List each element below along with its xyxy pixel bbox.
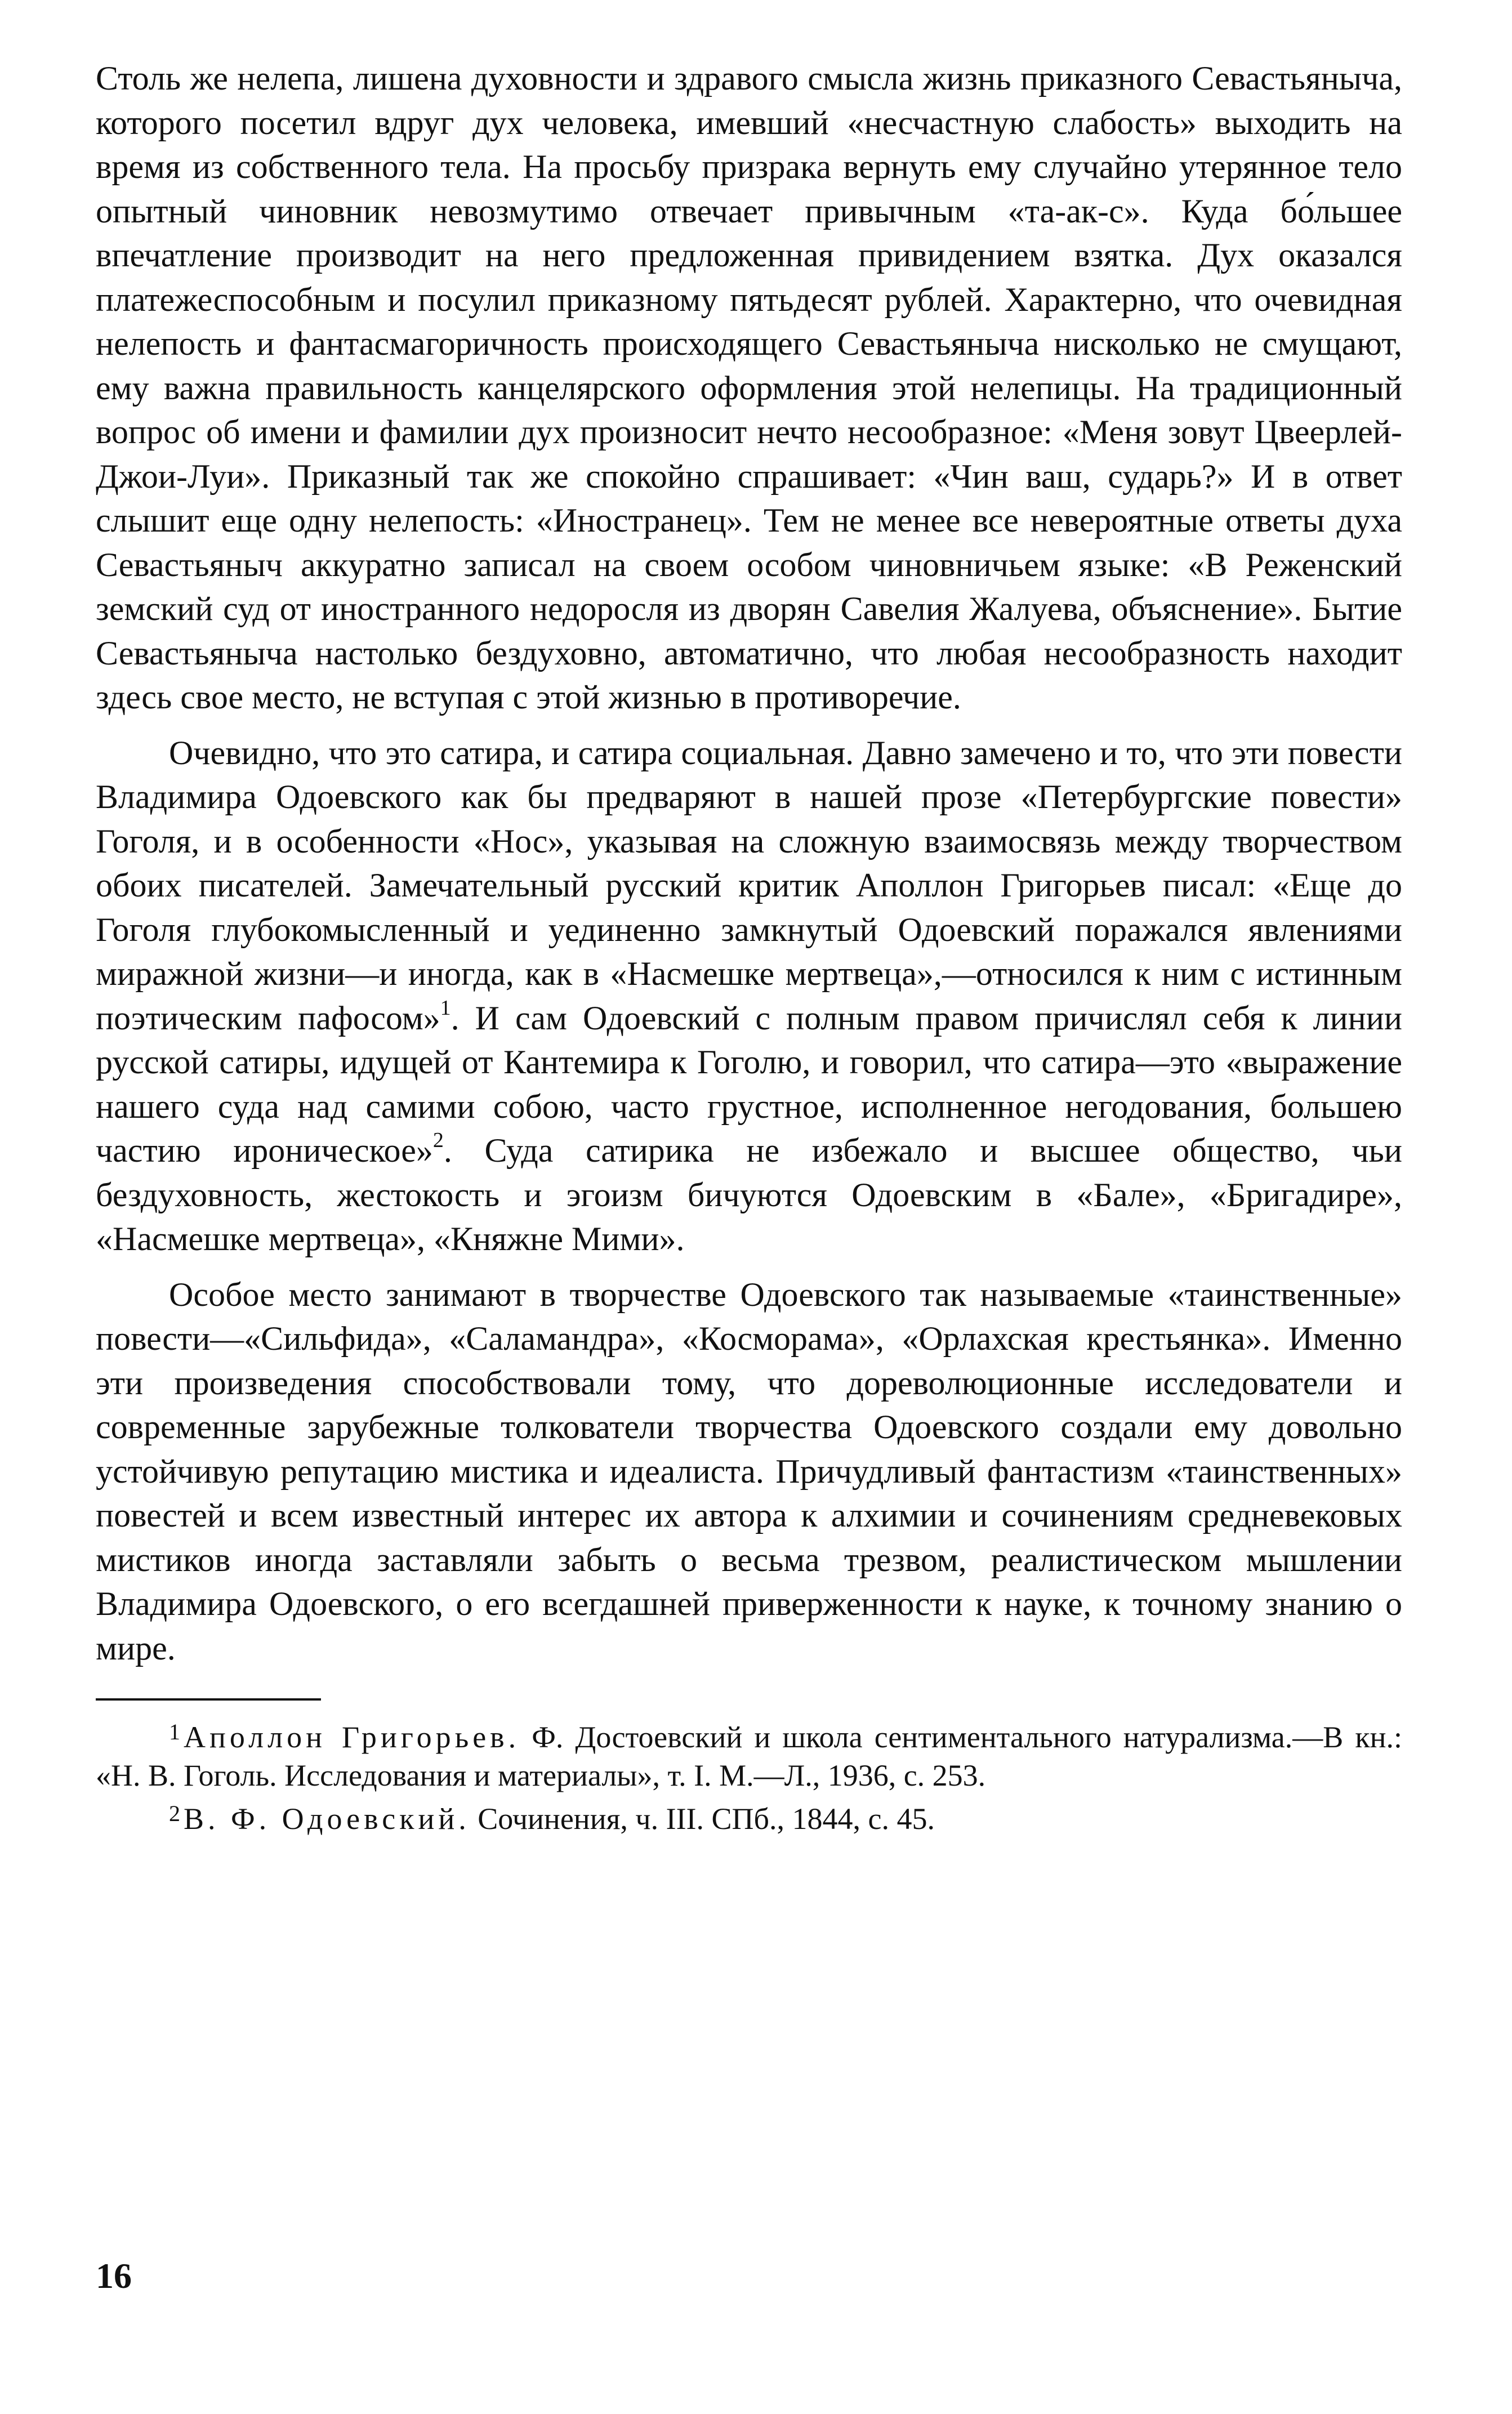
footnote-text: Сочинения, ч. III. СПб., 1844, с. 45. [470, 1802, 935, 1836]
footnote-reference: 2 [432, 1128, 444, 1152]
footnote-number: 1 [169, 1719, 180, 1744]
footnote-reference: 1 [440, 996, 451, 1020]
footnote-divider [96, 1698, 321, 1701]
footnote-number: 2 [169, 1801, 180, 1826]
paragraph [96, 731, 1402, 1261]
paragraph-text: Столь же нелепа, лишена духовности и здравого смысла жизнь приказного Севастьяныча, которого посетил вдруг дух человека, имевший «несчастную слабость» выходить на время из собственного тела. На просьбу призрака вернуть ему случайно утерянное тело опытный чиновник невозмутимо отвечает привычным «та-ак-с». Куда бо́льшее впечатление производит на него предложенная привидением взятка. Дух оказался платежеспособным и посулил приказному пятьдесят рублей. Характерно, что очевидная нелепость и фантасмагоричность происходящего Севастьяныча нисколько не смущают, ему важна правильность канцелярского оформления этой нелепицы. На традиционный вопрос об имени и фамилии дух произносит нечто несообразное: «Меня зовут Цвеерлей-Джои-Луи». Приказный так же спокойно спрашивает: «Чин ваш, сударь?» И в ответ слышит еще одну нелепость: «Иностранец». Тем не менее все невероятные ответы духа Севастьяныч аккуратно записал на своем особом чиновничьем языке: «В Реженский земский суд от иностранного недоросля из дворян Савелия Жалуева, объяснение». Бытие Севастьяныча настолько бездуховно, автоматично, что любая несообразность находит здесь свое место, не вступая с этой жизнью в противоречие. [96, 60, 1402, 716]
main-text [96, 56, 1402, 1670]
footnote [96, 1795, 1402, 1838]
footnote-author: В. Ф. Одоевский. [184, 1802, 470, 1836]
footnote-author: Аполлон Григорьев. [184, 1720, 520, 1754]
paragraph [96, 56, 1402, 720]
page-body [96, 56, 1402, 1838]
paragraph-text: Особое место занимают в творчестве Одоевского так называемые «таинственные» повести—«Сильфида», «Саламандра», «Косморама», «Орлахская крестьянка». Именно эти произведения способствовали тому, что дореволюционные исследователи и современные зарубежные толкователи творчества Одоевского создали ему довольно устойчивую репутацию мистика и идеалиста. Причудливый фантастизм «таинственных» повестей и всем известный интерес их автора к алхимии и сочинениям средневековых мистиков иногда заставляли забыть о весьма трезвом, реалистическом мышлении Владимира Одоевского, о его всегдашней приверженности к науке, к точному знанию о мире. [96, 1275, 1402, 1667]
footnotes [96, 1713, 1402, 1838]
paragraph-text: . И сам Одоевский с полным правом причислял себя к линии русской сатиры, идущей от Кантемира к Гоголю, и говорил, что сатира—это «выражение нашего суда над самими собою, часто грустное, исполненное негодования, большею частию ироническое» [96, 999, 1402, 1169]
paragraph-text: Очевидно, что это сатира, и сатира социальная. Давно замечено и то, что эти повести Владимира Одоевского как бы предваряют в нашей прозе «Петербургские повести» Гоголя, и в особенности «Нос», указывая на сложную взаимосвязь между творчеством обоих писателей. Замечательный русский критик Аполлон Григорьев писал: «Еще до Гоголя глубокомысленный и уединенно замкнутый Одоевский поражался явлениями миражной жизни—и иногда, как в «Насмешке мертвеца»,—относился к ним с истинным поэтическим пафосом» [96, 734, 1402, 1037]
paragraph [96, 1273, 1402, 1671]
footnote-text: Ф. Достоевский и школа сентиментального натурализма.—В кн.: «Н. В. Гоголь. Исследования и материалы», т. I. М.—Л., 1936, с. 253. [96, 1720, 1402, 1792]
footnote [96, 1713, 1402, 1795]
page-number: 16 [96, 2256, 132, 2296]
paragraph-text: . Суда сатирика не избежало и высшее общество, чьи бездуховность, жестокость и эгоизм бичуются Одоевским в «Бале», «Бригадире», «Насмешке мертвеца», «Княжне Мими». [96, 1132, 1402, 1257]
